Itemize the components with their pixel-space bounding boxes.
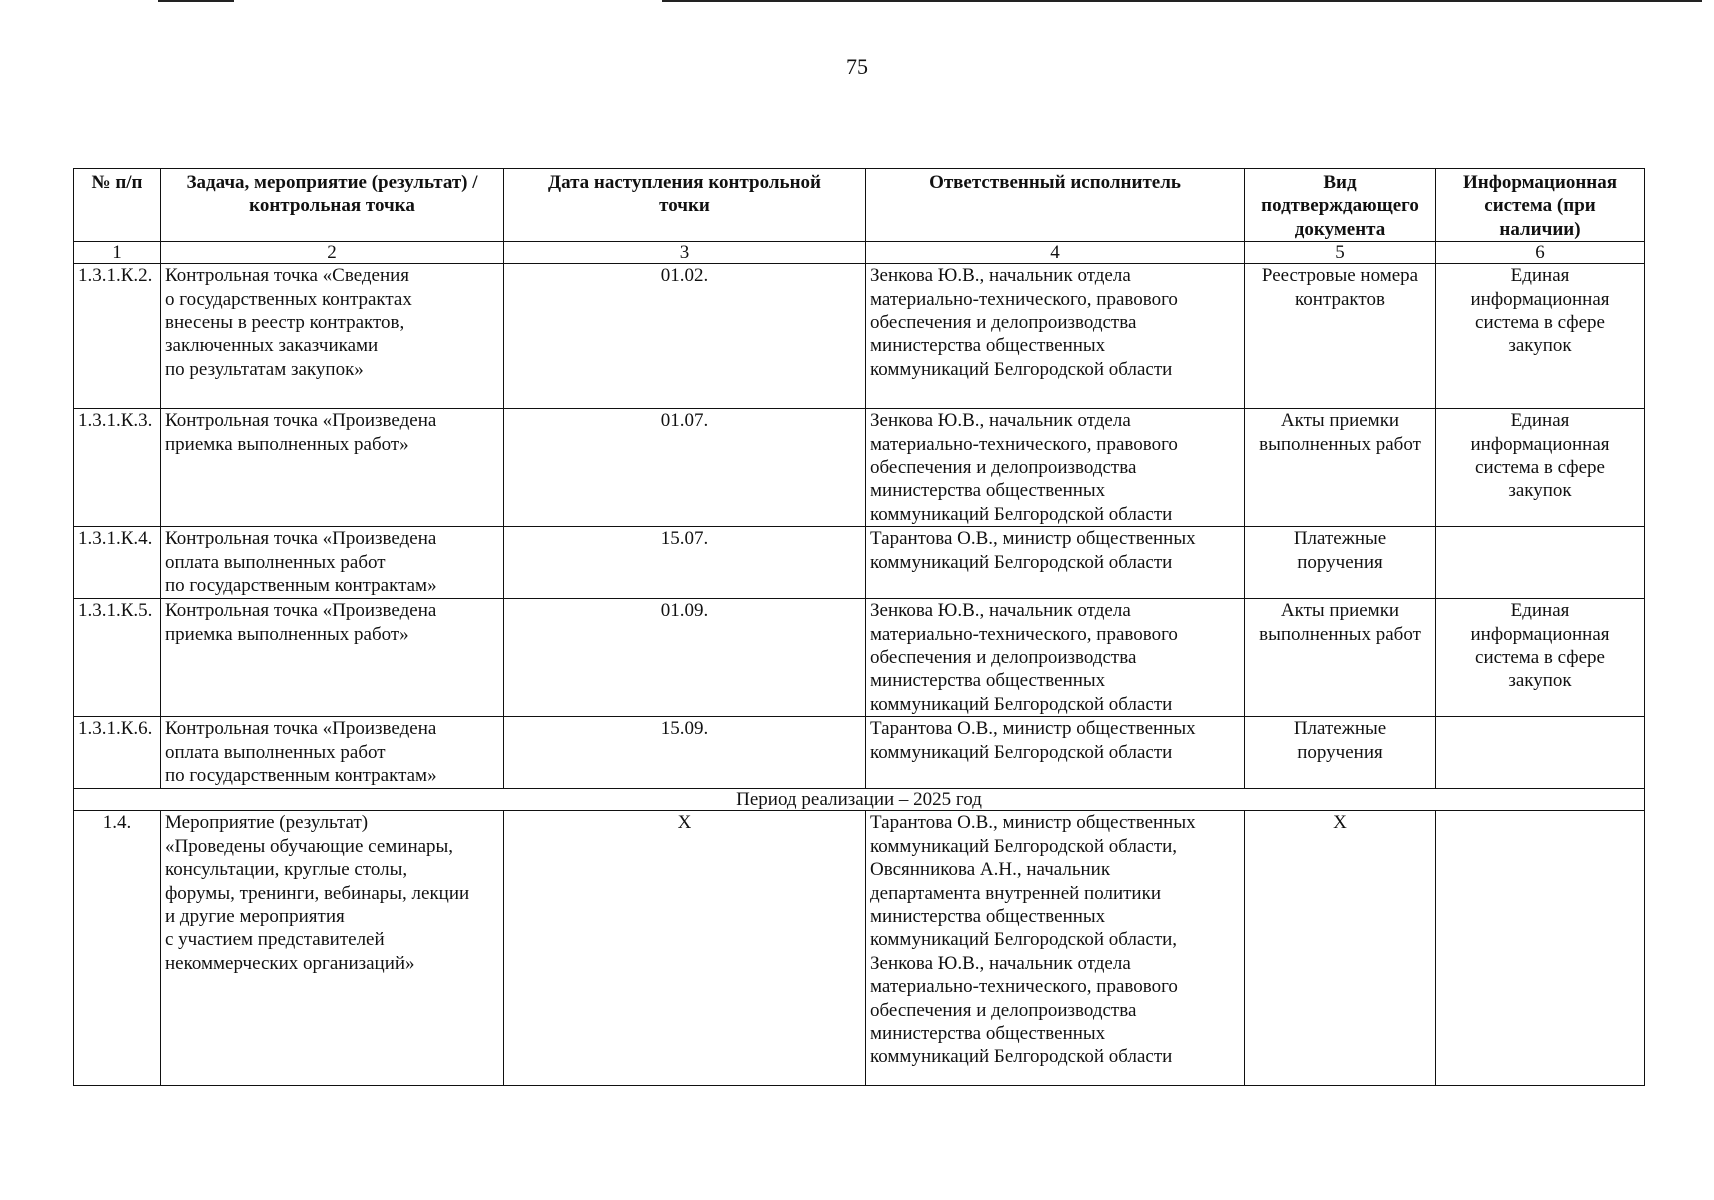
period-row — [74, 789, 1645, 811]
row-system — [1436, 527, 1645, 599]
row-system: Единая информационная система в сфере закупок — [1436, 264, 1645, 409]
row-system: Единая информационная система в сфере закупок — [1436, 409, 1645, 527]
header-number: № п/п — [74, 169, 161, 242]
column-number: 2 — [161, 242, 504, 264]
table-row — [74, 264, 1645, 409]
row-system — [1436, 717, 1645, 789]
row-date: 01.07. — [504, 409, 866, 527]
row-date: 15.09. — [504, 717, 866, 789]
header-executor: Ответственный исполнитель — [866, 169, 1245, 242]
row-document: Акты приемки выполненных работ — [1245, 599, 1436, 717]
event-document: X — [1245, 811, 1436, 1086]
column-number: 4 — [866, 242, 1245, 264]
row-executor: Тарантова О.В., министр общественных коммуникаций Белгородской области — [866, 527, 1245, 599]
row-executor: Тарантова О.В., министр общественных коммуникаций Белгородской области — [866, 717, 1245, 789]
table-row — [74, 409, 1645, 527]
header-date: Дата наступления контрольной точки — [504, 169, 866, 242]
header-document: Вид подтверждающего документа — [1245, 169, 1436, 242]
control-points-table — [73, 168, 1645, 1086]
row-task: Контрольная точка «Произведена приемка выполненных работ» — [161, 599, 504, 717]
row-document: Платежные поручения — [1245, 717, 1436, 789]
event-system — [1436, 811, 1645, 1086]
event-task: Мероприятие (результат) «Проведены обучающие семинары, консультации, круглые столы, форумы, тренинги, вебинары, лекции и другие мероприятия с участием представителей некоммерческих организаций» — [161, 811, 504, 1086]
event-date: X — [504, 811, 866, 1086]
row-date: 01.09. — [504, 599, 866, 717]
table-row — [74, 599, 1645, 717]
page-number: 75 — [846, 54, 868, 79]
table-row — [74, 717, 1645, 789]
row-number: 1.3.1.К.5. — [74, 599, 161, 717]
row-task: Контрольная точка «Сведения о государственных контрактах внесены в реестр контрактов, заключенных заказчиками по результатам закупок» — [161, 264, 504, 409]
row-task: Контрольная точка «Произведена приемка выполненных работ» — [161, 409, 504, 527]
row-executor: Зенкова Ю.В., начальник отдела материально-технического, правового обеспечения и делопроизводства министерства общественных коммуникаций Белгородской области — [866, 599, 1245, 717]
column-number: 3 — [504, 242, 866, 264]
header-row — [74, 169, 1645, 242]
row-document: Акты приемки выполненных работ — [1245, 409, 1436, 527]
row-number: 1.3.1.К.6. — [74, 717, 161, 789]
row-number: 1.3.1.К.2. — [74, 264, 161, 409]
row-date: 01.02. — [504, 264, 866, 409]
row-date: 15.07. — [504, 527, 866, 599]
event-executor: Тарантова О.В., министр общественных коммуникаций Белгородской области, Овсянникова А.Н., начальник департамента внутренней политики министерства общественных коммуникаций Белгородской области, Зенкова Ю.В., начальник отдела материально-технического, правового обеспечения и делопроизводства министерства общественных коммуникаций Белгородской области — [866, 811, 1245, 1086]
row-document: Реестровые номера контрактов — [1245, 264, 1436, 409]
column-number: 5 — [1245, 242, 1436, 264]
table-row — [74, 527, 1645, 599]
row-number: 1.3.1.К.4. — [74, 527, 161, 599]
column-number: 1 — [74, 242, 161, 264]
row-document: Платежные поручения — [1245, 527, 1436, 599]
row-executor: Зенкова Ю.В., начальник отдела материально-технического, правового обеспечения и делопроизводства министерства общественных коммуникаций Белгородской области — [866, 264, 1245, 409]
row-number: 1.3.1.К.3. — [74, 409, 161, 527]
row-executor: Зенкова Ю.В., начальник отдела материально-технического, правового обеспечения и делопроизводства министерства общественных коммуникаций Белгородской области — [866, 409, 1245, 527]
column-numbers-row — [74, 242, 1645, 264]
header-task: Задача, мероприятие (результат) / контрольная точка — [161, 169, 504, 242]
row-task: Контрольная точка «Произведена оплата выполненных работ по государственным контрактам» — [161, 527, 504, 599]
scan-top-line-left — [158, 0, 234, 2]
event-number: 1.4. — [74, 811, 161, 1086]
column-number: 6 — [1436, 242, 1645, 264]
row-task: Контрольная точка «Произведена оплата выполненных работ по государственным контрактам» — [161, 717, 504, 789]
header-system: Информационная система (при наличии) — [1436, 169, 1645, 242]
row-system: Единая информационная система в сфере закупок — [1436, 599, 1645, 717]
period-label: Период реализации – 2025 год — [74, 789, 1645, 811]
event-row — [74, 811, 1645, 1086]
scan-top-line-right — [662, 0, 1702, 2]
